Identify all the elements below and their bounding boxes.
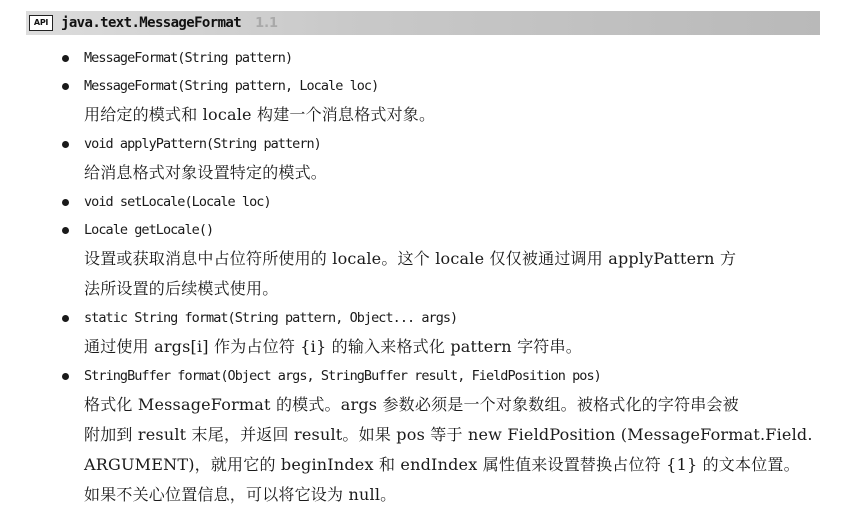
method-description: 格式化 MessageFormat 的模式。args 参数必须是一个对象数组。被格式化的字符串会被 bbox=[84, 395, 739, 414]
method-signature: MessageFormat(String pattern, Locale loc) bbox=[84, 78, 379, 94]
method-entry bbox=[62, 304, 832, 362]
method-signature: void setLocale(Locale loc) bbox=[84, 194, 271, 210]
method-description: 通过使用 args[i] 作为占位符 {i} 的输入来格式化 pattern 字符串。 bbox=[84, 337, 582, 356]
api-icon: API bbox=[29, 15, 53, 31]
method-signature: MessageFormat(String pattern) bbox=[84, 50, 293, 66]
signature-line bbox=[62, 362, 832, 390]
signature-line bbox=[62, 44, 832, 72]
signature-line bbox=[62, 72, 832, 100]
method-description: 如果不关心位置信息，可以将它设为 null。 bbox=[84, 485, 397, 504]
method-description: ARGUMENT)，就用它的 beginIndex 和 endIndex 属性值来设置替换占位符 {1} 的文本位置。 bbox=[84, 455, 800, 474]
bullet-icon bbox=[62, 83, 69, 90]
bullet-icon bbox=[62, 55, 69, 62]
bullet-icon bbox=[62, 373, 69, 380]
method-list bbox=[62, 44, 832, 510]
signature-line bbox=[62, 188, 832, 216]
signature-line bbox=[62, 130, 832, 158]
method-entry bbox=[62, 216, 832, 304]
bullet-icon bbox=[62, 315, 69, 322]
method-description: 法所设置的后续模式使用。 bbox=[84, 279, 279, 298]
method-description: 设置或获取消息中占位符所使用的 locale。这个 locale 仅仅被通过调用 applyPattern 方 bbox=[84, 249, 737, 268]
class-name: java.text.MessageFormat bbox=[61, 15, 242, 31]
method-entry bbox=[62, 362, 832, 510]
bullet-icon bbox=[62, 227, 69, 234]
method-entry bbox=[62, 72, 832, 130]
bullet-icon bbox=[62, 141, 69, 148]
method-entry bbox=[62, 44, 832, 72]
method-entry bbox=[62, 130, 832, 188]
method-signature: void applyPattern(String pattern) bbox=[84, 136, 321, 152]
api-header-bar bbox=[26, 11, 820, 35]
method-entry bbox=[62, 188, 832, 216]
signature-line bbox=[62, 304, 832, 332]
version-label: 1.1 bbox=[255, 15, 279, 31]
signature-line bbox=[62, 216, 832, 244]
bullet-icon bbox=[62, 199, 69, 206]
method-signature: Locale getLocale() bbox=[84, 222, 214, 238]
method-description: 给消息格式对象设置特定的模式。 bbox=[84, 163, 328, 182]
method-description: 附加到 result 末尾，并返回 result。如果 pos 等于 new FieldPosition (MessageFormat.Field. bbox=[84, 425, 813, 444]
method-description: 用给定的模式和 locale 构建一个消息格式对象。 bbox=[84, 105, 436, 124]
method-signature: StringBuffer format(Object args, StringBuffer result, FieldPosition pos) bbox=[84, 368, 601, 384]
method-signature: static String format(String pattern, Object... args) bbox=[84, 310, 458, 326]
